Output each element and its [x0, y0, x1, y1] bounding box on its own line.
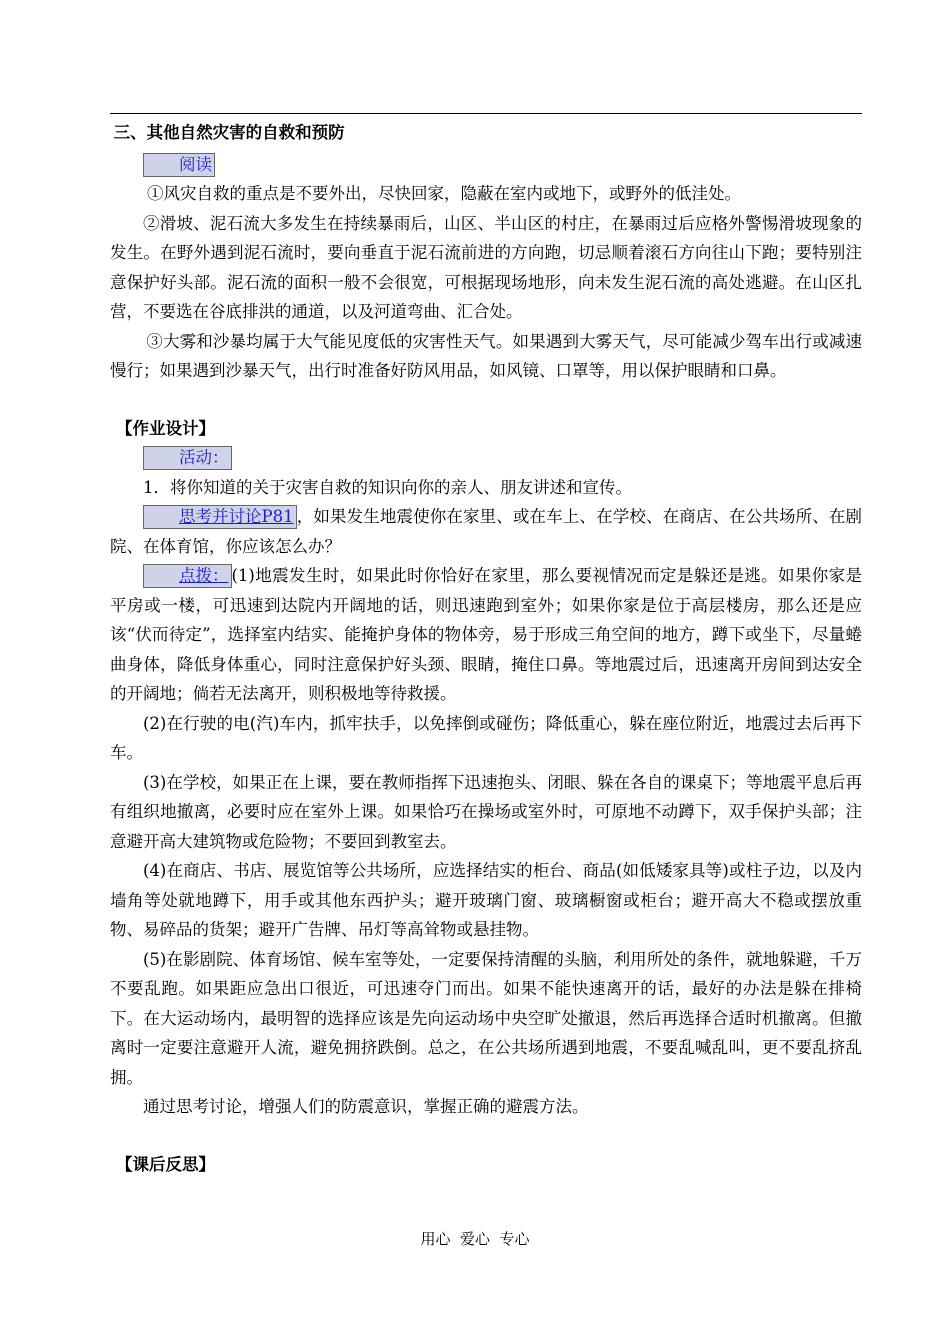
activity-tag-line	[110, 443, 862, 473]
point-2: (2)在行驶的电(汽)车内，抓牢扶手，以免摔倒或碰伤；降低重心，躲在座位附近，地震过去后再下车。	[110, 713, 862, 762]
reading-paragraph-2: ②滑坡、泥石流大多发生在持续暴雨后，山区、半山区的村庄，在暴雨过后应格外警惕滑坡现象的发生。在野外遇到泥石流时，要向垂直于泥石流前进的方向跑，切忌顺着滚石方向往山下跑；要特别注意保护好头部。泥石流的面积一般不会很宽，可根据现场地形，向未发生泥石流的高处逃避。在山区扎营，不要选在谷底排洪的通道，以及河道弯曲、汇合处。	[110, 213, 862, 321]
document-body	[110, 118, 862, 1179]
reflection-heading: 【课后反思】	[116, 1154, 215, 1174]
activity-item-1: 1．将你知道的关于灾害自救的知识向你的亲人、朋友讲述和宣传。	[143, 477, 632, 497]
footer-text: 用心 爱心 专心	[420, 1230, 530, 1248]
spacer	[110, 386, 862, 414]
reading-tag: 阅读	[143, 153, 215, 177]
discussion-paragraph	[110, 502, 862, 561]
header-rule	[110, 113, 862, 114]
hint-text: (1)地震发生时，如果此时你恰好在家里，那么要视情况而定是躲还是逃。如果你家是平房或一楼，可迅速到达院内开阔地的话，则迅速跑到室外；如果你家是位于高层楼房，那么还是应该“伏而待定”，选择室内结实、能掩护身体的物体旁，易于形成三角空间的地方，蹲下或坐下，尽量蜷曲身体，降低身体重心，同时注意保护好头颈、眼睛，掩住口鼻。等地震过后，迅速离开房间到达安全的开阔地；倘若无法离开，则积极地等待救援。	[110, 566, 862, 703]
point-4: (4)在商店、书店、展览馆等公共场所，应选择结实的柜台、商品(如低矮家具等)或柱子边，以及内墙角等处就地蹲下，用手或其他东西护头；避开玻璃门窗、玻璃橱窗或柜台；避开高大不稳或摆放重物、易碎品的货架；避开广告牌、吊灯等高耸物或悬挂物。	[110, 861, 862, 939]
activity-tag: 活动：	[143, 446, 232, 470]
spacer	[110, 1122, 862, 1150]
hint-paragraph	[110, 561, 862, 709]
discussion-text: ，如果发生地震使你在家里、或在车上、在学校、在商店、在公共场所、在剧院、在体育馆，你应该怎么办？	[110, 507, 862, 556]
page-footer	[0, 1229, 950, 1249]
point-5: (5)在影剧院、体育场馆、候车室等处，一定要保持清醒的头脑，利用所处的条件，就地躲避，千万不要乱跑。如果距应急出口很近，可迅速夺门而出。如果不能快速离开的话，最好的办法是躲在排椅下。在大运动场内，最明智的选择应该是先向运动场中央空旷处撤退，然后再选择合适时机撤离。但撤离时一定要注意避开人流，避免拥挤跌倒。总之，在公共场所遇到地震，不要乱喊乱叫，更不要乱挤乱拥。	[110, 949, 862, 1087]
discussion-link[interactable]: 思考并讨论P81	[143, 505, 297, 529]
homework-heading: 【作业设计】	[116, 418, 215, 438]
section-heading: 三、其他自然灾害的自救和预防	[113, 123, 345, 142]
reading-tag-line	[110, 148, 862, 180]
reading-paragraph-1: ①风灾自救的重点是不要外出，尽快回家，隐蔽在室内或地下，或野外的低洼处。	[147, 184, 741, 203]
hint-link[interactable]: 点拨：	[143, 564, 232, 588]
conclusion-paragraph: 通过思考讨论，增强人们的防震意识，掌握正确的避震方法。	[143, 1097, 589, 1116]
reading-paragraph-3: ③大雾和沙暴均属于大气能见度低的灾害性天气。如果遇到大雾天气，尽可能减少驾车出行或减速慢行；如果遇到沙暴天气，出行时准备好防风用品，如风镜、口罩等，用以保护眼睛和口鼻。	[110, 331, 862, 380]
point-3: (3)在学校，如果正在上课，要在教师指挥下迅速抱头、闭眼、躲在各自的课桌下；等地震平息后再有组织地撤离，必要时应在室外上课。如果恰巧在操场或室外时，可原地不动蹲下，双手保护头部；注意避开高大建筑物或危险物；不要回到教室去。	[110, 772, 862, 851]
